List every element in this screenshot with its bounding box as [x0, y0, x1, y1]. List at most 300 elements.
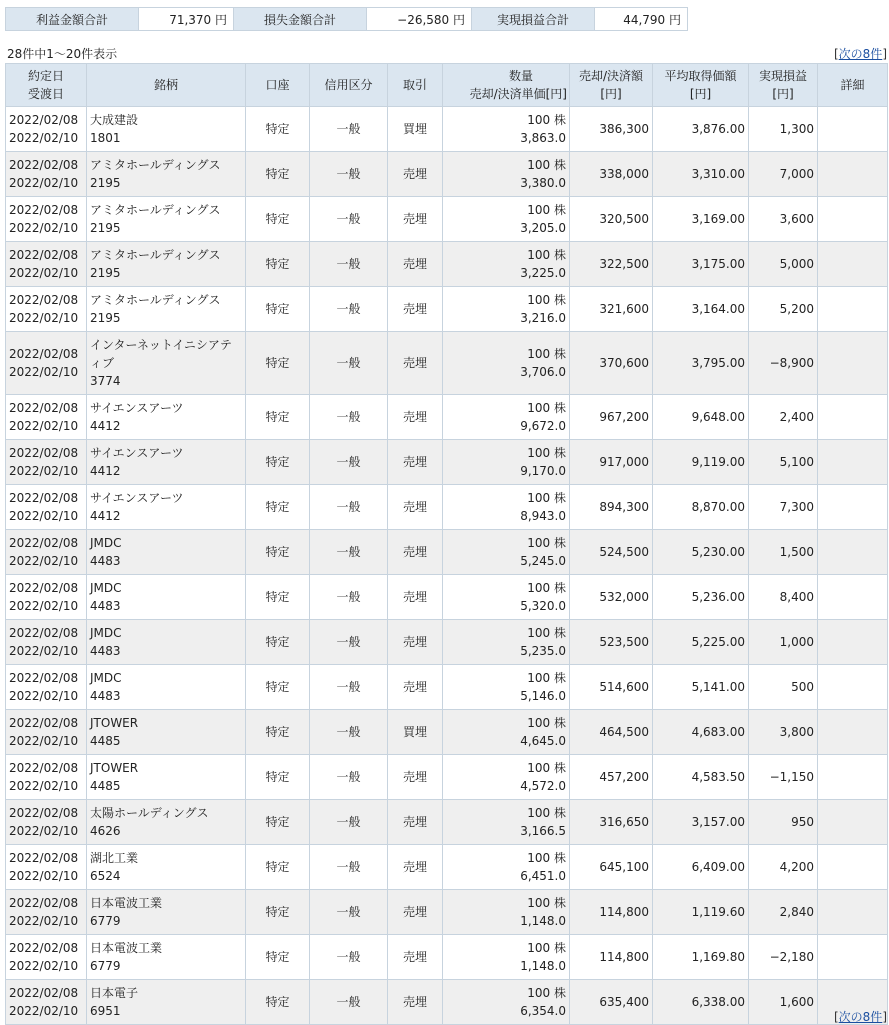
table-row [6, 197, 888, 242]
avg-cost: 3,157.00 [653, 800, 749, 845]
realized-pl: 5,100 [749, 440, 818, 485]
trade-type: 売埋 [388, 755, 443, 800]
stock-cell [87, 242, 246, 287]
detail-cell [818, 620, 888, 665]
trade-settle-date: 2022/02/08 2022/02/10 [6, 665, 87, 710]
account-type: 特定 [246, 665, 310, 710]
table-row [6, 980, 888, 1025]
account-type: 特定 [246, 980, 310, 1025]
quantity: 100 株 [527, 491, 566, 505]
account-type: 特定 [246, 242, 310, 287]
settle-amount: 370,600 [570, 332, 653, 395]
stock-cell [87, 332, 246, 395]
quantity: 100 株 [527, 446, 566, 460]
trade-settle-date: 2022/02/08 2022/02/10 [6, 845, 87, 890]
credit-type: 一般 [310, 440, 388, 485]
account-type: 特定 [246, 620, 310, 665]
header-pl: 実現損益 [円] [749, 64, 818, 107]
account-type: 特定 [246, 845, 310, 890]
stock-code: 4483 [90, 599, 121, 613]
stock-code: 6951 [90, 1004, 121, 1018]
stock-code: 2195 [90, 266, 121, 280]
trade-type: 売埋 [388, 440, 443, 485]
account-type: 特定 [246, 890, 310, 935]
stock-cell [87, 530, 246, 575]
trade-settle-date: 2022/02/08 2022/02/10 [6, 755, 87, 800]
detail-cell [818, 845, 888, 890]
header-avg: 平均取得価額 [円] [653, 64, 749, 107]
stock-name: JMDC [90, 626, 122, 640]
avg-cost: 4,683.00 [653, 710, 749, 755]
quantity: 100 株 [527, 158, 566, 172]
quantity: 100 株 [527, 581, 566, 595]
stock-code: 6524 [90, 869, 121, 883]
qty-price [443, 575, 570, 620]
table-row [6, 485, 888, 530]
detail-cell [818, 890, 888, 935]
table-row [6, 755, 888, 800]
credit-type: 一般 [310, 107, 388, 152]
table-row [6, 242, 888, 287]
trade-type: 売埋 [388, 575, 443, 620]
quantity: 100 株 [527, 113, 566, 127]
quantity: 100 株 [527, 986, 566, 1000]
settle-price: 4,572.0 [520, 779, 566, 793]
avg-cost: 3,175.00 [653, 242, 749, 287]
table-row [6, 287, 888, 332]
qty-price [443, 395, 570, 440]
detail-cell [818, 152, 888, 197]
profit-total-value: 71,370 円 [139, 8, 234, 31]
stock-name: JTOWER [90, 716, 139, 730]
stock-code: 4626 [90, 824, 121, 838]
stock-name: 日本電子 [90, 986, 139, 1000]
realized-pl: 7,300 [749, 485, 818, 530]
quantity: 100 株 [527, 806, 566, 820]
detail-cell [818, 107, 888, 152]
qty-price [443, 890, 570, 935]
settle-amount: 320,500 [570, 197, 653, 242]
settle-amount: 635,400 [570, 980, 653, 1025]
stock-name: アミタホールディングス [90, 293, 221, 307]
next-page-link[interactable]: 次の8件 [838, 47, 883, 61]
settle-amount: 338,000 [570, 152, 653, 197]
table-row [6, 152, 888, 197]
settle-price: 5,245.0 [520, 554, 566, 568]
settle-amount: 645,100 [570, 845, 653, 890]
stock-name: サイエンスアーツ [90, 446, 184, 460]
stock-cell [87, 107, 246, 152]
table-row [6, 665, 888, 710]
realized-pl: −8,900 [749, 332, 818, 395]
header-trade: 取引 [388, 64, 443, 107]
trade-settle-date: 2022/02/08 2022/02/10 [6, 575, 87, 620]
trade-type: 売埋 [388, 530, 443, 575]
trade-type: 売埋 [388, 620, 443, 665]
account-type: 特定 [246, 107, 310, 152]
realized-pl: 4,200 [749, 845, 818, 890]
stock-name: JMDC [90, 536, 122, 550]
account-type: 特定 [246, 287, 310, 332]
credit-type: 一般 [310, 332, 388, 395]
settle-price: 3,216.0 [520, 311, 566, 325]
trade-settle-date: 2022/02/08 2022/02/10 [6, 242, 87, 287]
stock-name: 太陽ホールディングス [90, 806, 209, 820]
qty-price [443, 800, 570, 845]
settle-price: 8,943.0 [520, 509, 566, 523]
trade-settle-date: 2022/02/08 2022/02/10 [6, 485, 87, 530]
stock-name: 湖北工業 [90, 851, 139, 865]
settle-price: 5,320.0 [520, 599, 566, 613]
credit-type: 一般 [310, 980, 388, 1025]
avg-cost: 3,169.00 [653, 197, 749, 242]
account-type: 特定 [246, 530, 310, 575]
realized-pl: 3,800 [749, 710, 818, 755]
settle-price: 4,645.0 [520, 734, 566, 748]
quantity: 100 株 [527, 248, 566, 262]
qty-price [443, 620, 570, 665]
account-type: 特定 [246, 575, 310, 620]
header-date: 約定日 受渡日 [6, 64, 87, 107]
realized-pl: 1,000 [749, 620, 818, 665]
detail-cell [818, 242, 888, 287]
avg-cost: 8,870.00 [653, 485, 749, 530]
trade-settle-date: 2022/02/08 2022/02/10 [6, 980, 87, 1025]
account-type: 特定 [246, 332, 310, 395]
loss-total-value: −26,580 円 [367, 8, 472, 31]
quantity: 100 株 [527, 401, 566, 415]
header-amount: 売却/決済額 [円] [570, 64, 653, 107]
header-account: 口座 [246, 64, 310, 107]
quantity: 100 株 [527, 536, 566, 550]
stock-name: サイエンスアーツ [90, 491, 184, 505]
quantity: 100 株 [527, 626, 566, 640]
stock-cell [87, 620, 246, 665]
realized-pl: 2,840 [749, 890, 818, 935]
credit-type: 一般 [310, 755, 388, 800]
table-row [6, 107, 888, 152]
detail-cell [818, 530, 888, 575]
settle-amount: 894,300 [570, 485, 653, 530]
detail-cell [818, 332, 888, 395]
settle-amount: 322,500 [570, 242, 653, 287]
stock-cell [87, 665, 246, 710]
table-header [6, 64, 888, 107]
credit-type: 一般 [310, 890, 388, 935]
next-page-top: [次の8件] [833, 47, 887, 61]
quantity: 100 株 [527, 761, 566, 775]
avg-cost: 6,409.00 [653, 845, 749, 890]
stock-code: 4412 [90, 464, 121, 478]
avg-cost: 3,164.00 [653, 287, 749, 332]
qty-price [443, 332, 570, 395]
detail-cell [818, 710, 888, 755]
table-row [6, 710, 888, 755]
header-detail: 詳細 [818, 64, 888, 107]
header-credit: 信用区分 [310, 64, 388, 107]
stock-cell [87, 890, 246, 935]
qty-price [443, 440, 570, 485]
stock-name: サイエンスアーツ [90, 401, 184, 415]
credit-type: 一般 [310, 152, 388, 197]
avg-cost: 3,876.00 [653, 107, 749, 152]
quantity: 100 株 [527, 716, 566, 730]
trade-settle-date: 2022/02/08 2022/02/10 [6, 395, 87, 440]
stock-code: 4485 [90, 779, 121, 793]
qty-price [443, 755, 570, 800]
settle-price: 3,225.0 [520, 266, 566, 280]
credit-type: 一般 [310, 800, 388, 845]
header-qty: 数量 売却/決済単価[円] [443, 64, 570, 107]
settle-price: 6,451.0 [520, 869, 566, 883]
stock-cell [87, 287, 246, 332]
qty-price [443, 935, 570, 980]
stock-code: 3774 [90, 374, 121, 388]
trade-table [5, 63, 888, 1025]
realized-pl: 950 [749, 800, 818, 845]
credit-type: 一般 [310, 710, 388, 755]
account-type: 特定 [246, 935, 310, 980]
settle-amount: 321,600 [570, 287, 653, 332]
credit-type: 一般 [310, 935, 388, 980]
quantity: 100 株 [527, 671, 566, 685]
trade-type: 売埋 [388, 287, 443, 332]
avg-cost: 5,230.00 [653, 530, 749, 575]
credit-type: 一般 [310, 485, 388, 530]
trade-type: 売埋 [388, 665, 443, 710]
settle-amount: 524,500 [570, 530, 653, 575]
trade-settle-date: 2022/02/08 2022/02/10 [6, 800, 87, 845]
stock-code: 4412 [90, 509, 121, 523]
trade-type: 売埋 [388, 890, 443, 935]
account-type: 特定 [246, 485, 310, 530]
table-row [6, 440, 888, 485]
realized-pl: 7,000 [749, 152, 818, 197]
settle-amount: 386,300 [570, 107, 653, 152]
stock-code: 4412 [90, 419, 121, 433]
avg-cost: 9,648.00 [653, 395, 749, 440]
trade-type: 売埋 [388, 935, 443, 980]
stock-code: 2195 [90, 311, 121, 325]
trade-settle-date: 2022/02/08 2022/02/10 [6, 890, 87, 935]
realized-pl: 5,200 [749, 287, 818, 332]
realized-pl: 1,500 [749, 530, 818, 575]
trade-type: 売埋 [388, 197, 443, 242]
trade-settle-date: 2022/02/08 2022/02/10 [6, 152, 87, 197]
settle-amount: 316,650 [570, 800, 653, 845]
trade-type: 売埋 [388, 800, 443, 845]
qty-price [443, 485, 570, 530]
settle-amount: 917,000 [570, 440, 653, 485]
stock-code: 6779 [90, 959, 121, 973]
account-type: 特定 [246, 440, 310, 485]
credit-type: 一般 [310, 530, 388, 575]
quantity: 100 株 [527, 347, 566, 361]
detail-cell [818, 395, 888, 440]
table-row [6, 395, 888, 440]
table-row [6, 800, 888, 845]
trade-settle-date: 2022/02/08 2022/02/10 [6, 620, 87, 665]
settle-amount: 114,800 [570, 935, 653, 980]
qty-price [443, 242, 570, 287]
settle-amount: 464,500 [570, 710, 653, 755]
realized-pl: −1,150 [749, 755, 818, 800]
account-type: 特定 [246, 755, 310, 800]
qty-price [443, 845, 570, 890]
settle-price: 5,146.0 [520, 689, 566, 703]
trade-type: 買埋 [388, 107, 443, 152]
account-type: 特定 [246, 710, 310, 755]
account-type: 特定 [246, 152, 310, 197]
avg-cost: 1,169.80 [653, 935, 749, 980]
trade-type: 買埋 [388, 710, 443, 755]
stock-name: アミタホールディングス [90, 158, 221, 172]
avg-cost: 6,338.00 [653, 980, 749, 1025]
detail-cell [818, 800, 888, 845]
stock-cell [87, 710, 246, 755]
stock-cell [87, 575, 246, 620]
table-row [6, 332, 888, 395]
qty-price [443, 710, 570, 755]
stock-code: 4483 [90, 554, 121, 568]
settle-price: 5,235.0 [520, 644, 566, 658]
quantity: 100 株 [527, 203, 566, 217]
avg-cost: 9,119.00 [653, 440, 749, 485]
qty-price [443, 107, 570, 152]
qty-price [443, 197, 570, 242]
qty-price [443, 287, 570, 332]
table-row [6, 845, 888, 890]
trade-type: 売埋 [388, 980, 443, 1025]
credit-type: 一般 [310, 287, 388, 332]
table-row [6, 620, 888, 665]
settle-amount: 457,200 [570, 755, 653, 800]
stock-code: 4483 [90, 689, 121, 703]
avg-cost: 5,236.00 [653, 575, 749, 620]
realized-pl: 3,600 [749, 197, 818, 242]
trade-settle-date: 2022/02/08 2022/02/10 [6, 287, 87, 332]
stock-cell [87, 485, 246, 530]
stock-name: JMDC [90, 581, 122, 595]
settle-price: 3,205.0 [520, 221, 566, 235]
stock-cell [87, 980, 246, 1025]
avg-cost: 1,119.60 [653, 890, 749, 935]
account-type: 特定 [246, 800, 310, 845]
detail-cell [818, 485, 888, 530]
stock-code: 4485 [90, 734, 121, 748]
trade-settle-date: 2022/02/08 2022/02/10 [6, 530, 87, 575]
stock-code: 4483 [90, 644, 121, 658]
header-name: 銘柄 [87, 64, 246, 107]
qty-price [443, 665, 570, 710]
detail-cell [818, 665, 888, 710]
profit-total-label: 利益金額合計 [6, 8, 139, 31]
table-row [6, 935, 888, 980]
settle-price: 3,380.0 [520, 176, 566, 190]
table-row [6, 530, 888, 575]
table-row [6, 575, 888, 620]
avg-cost: 3,310.00 [653, 152, 749, 197]
stock-name: 日本電波工業 [90, 896, 163, 910]
settle-amount: 523,500 [570, 620, 653, 665]
trade-settle-date: 2022/02/08 2022/02/10 [6, 197, 87, 242]
result-count: 28件中1～20件表示 [7, 47, 118, 61]
realized-pl: 500 [749, 665, 818, 710]
detail-cell [818, 197, 888, 242]
stock-name: アミタホールディングス [90, 248, 221, 262]
settle-price: 9,672.0 [520, 419, 566, 433]
settle-price: 3,863.0 [520, 131, 566, 145]
stock-name: JTOWER [90, 761, 139, 775]
credit-type: 一般 [310, 665, 388, 710]
quantity: 100 株 [527, 293, 566, 307]
settle-amount: 532,000 [570, 575, 653, 620]
summary-bar [5, 7, 688, 31]
realized-pl: 1,600 [749, 980, 818, 1025]
trade-settle-date: 2022/02/08 2022/02/10 [6, 332, 87, 395]
qty-price [443, 530, 570, 575]
stock-cell [87, 152, 246, 197]
net-total-value: 44,790 円 [595, 8, 688, 31]
settle-price: 3,706.0 [520, 365, 566, 379]
credit-type: 一般 [310, 197, 388, 242]
stock-code: 2195 [90, 176, 121, 190]
stock-cell [87, 440, 246, 485]
stock-cell [87, 800, 246, 845]
detail-cell [818, 440, 888, 485]
stock-code: 2195 [90, 221, 121, 235]
quantity: 100 株 [527, 941, 566, 955]
credit-type: 一般 [310, 575, 388, 620]
stock-cell [87, 845, 246, 890]
detail-cell [818, 287, 888, 332]
next-page-bottom: [次の8件] [833, 1010, 887, 1024]
stock-cell [87, 197, 246, 242]
trade-type: 売埋 [388, 332, 443, 395]
stock-name: 日本電波工業 [90, 941, 163, 955]
realized-pl: 2,400 [749, 395, 818, 440]
stock-name: 大成建設 [90, 113, 139, 127]
avg-cost: 5,225.00 [653, 620, 749, 665]
settle-amount: 514,600 [570, 665, 653, 710]
qty-price [443, 980, 570, 1025]
account-type: 特定 [246, 197, 310, 242]
table-row [6, 890, 888, 935]
stock-code: 6779 [90, 914, 121, 928]
credit-type: 一般 [310, 845, 388, 890]
settle-amount: 114,800 [570, 890, 653, 935]
realized-pl: 1,300 [749, 107, 818, 152]
next-page-link[interactable]: 次の8件 [838, 1010, 883, 1024]
trade-type: 売埋 [388, 242, 443, 287]
loss-total-label: 損失金額合計 [234, 8, 367, 31]
settle-price: 3,166.5 [520, 824, 566, 838]
avg-cost: 4,583.50 [653, 755, 749, 800]
credit-type: 一般 [310, 395, 388, 440]
realized-pl: −2,180 [749, 935, 818, 980]
trade-type: 売埋 [388, 845, 443, 890]
quantity: 100 株 [527, 851, 566, 865]
trade-type: 売埋 [388, 485, 443, 530]
stock-name: アミタホールディングス [90, 203, 221, 217]
stock-cell [87, 755, 246, 800]
stock-cell [87, 395, 246, 440]
detail-cell [818, 935, 888, 980]
realized-pl: 5,000 [749, 242, 818, 287]
detail-cell [818, 755, 888, 800]
trade-settle-date: 2022/02/08 2022/02/10 [6, 935, 87, 980]
stock-cell [87, 935, 246, 980]
